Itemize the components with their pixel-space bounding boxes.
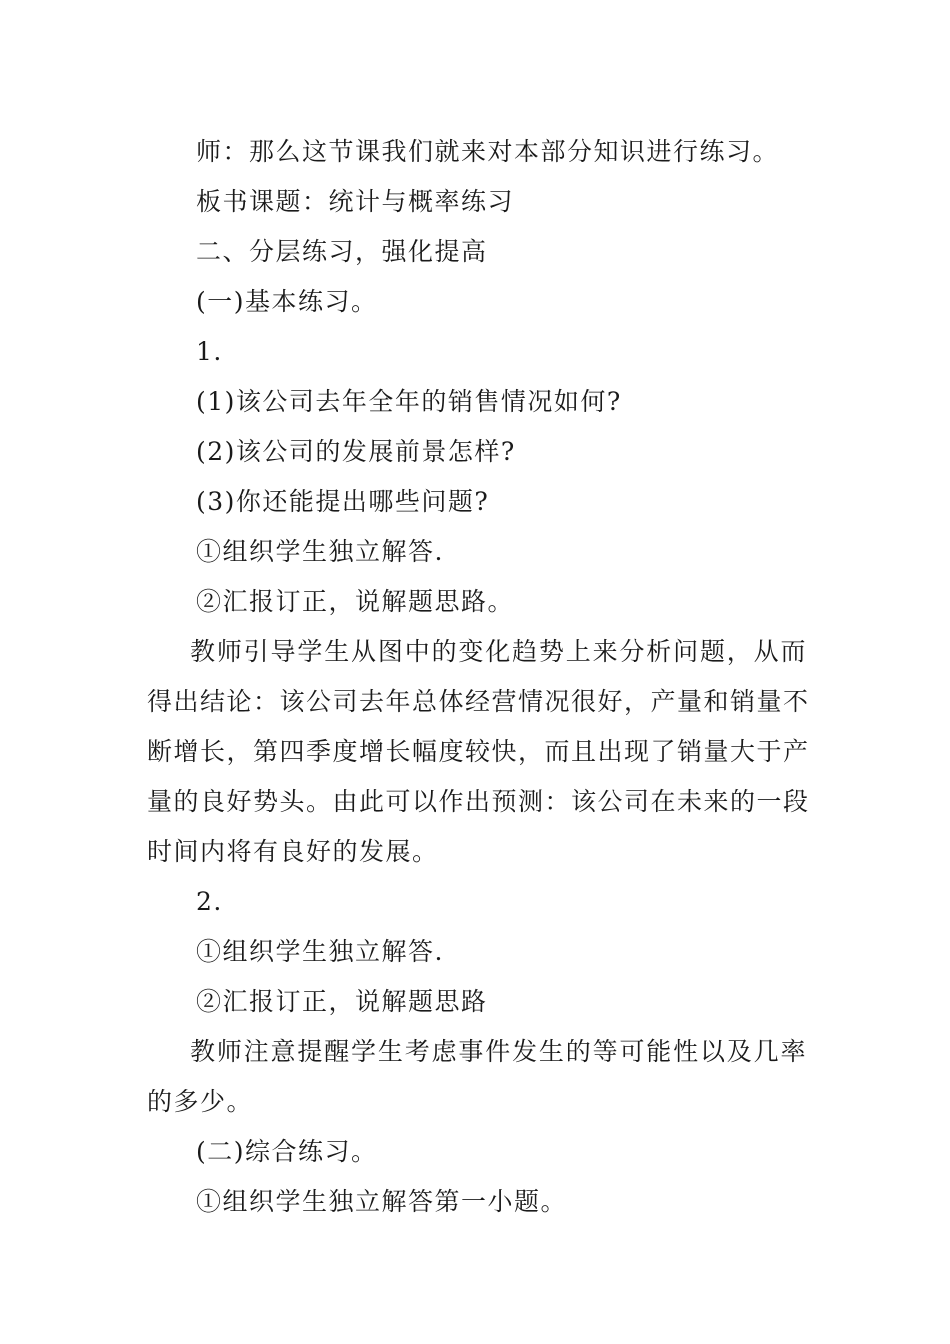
paragraph-line: 时间内将有良好的发展。 (147, 837, 439, 866)
step-line: ①组织学生独立解答. (196, 537, 444, 566)
item-number: 2. (196, 887, 223, 916)
step-line: ②汇报订正，说解题思路 (196, 987, 488, 1016)
item-number: 1. (196, 337, 223, 366)
step-line: ①组织学生独立解答. (196, 937, 444, 966)
paragraph-line: 教师引导学生从图中的变化趋势上来分析问题，从而 (190, 637, 807, 666)
paragraph-line: 的多少。 (147, 1087, 254, 1116)
text-line: 板书课题：统计与概率练习 (196, 187, 515, 216)
paragraph-line: 教师注意提醒学生考虑事件发生的等可能性以及几率 (190, 1037, 807, 1066)
paragraph-line: 量的良好势头。由此可以作出预测：该公司在未来的一段 (147, 787, 810, 816)
question-line: (3)你还能提出哪些问题? (196, 487, 490, 516)
subsection-heading: (二)综合练习。 (196, 1137, 378, 1166)
step-line: ②汇报订正，说解题思路。 (196, 587, 515, 616)
question-line: (2)该公司的发展前景怎样? (196, 437, 516, 466)
question-line: (1)该公司去年全年的销售情况如何? (196, 387, 622, 416)
paragraph-line: 得出结论：该公司去年总体经营情况很好，产量和销量不 (147, 687, 810, 716)
section-heading: 二、分层练习，强化提高 (196, 237, 488, 266)
step-line: ①组织学生独立解答第一小题。 (196, 1187, 568, 1216)
subsection-heading: (一)基本练习。 (196, 287, 378, 316)
paragraph-line: 断增长，第四季度增长幅度较快，而且出现了销量大于产 (147, 737, 810, 766)
text-line: 师：那么这节课我们就来对本部分知识进行练习。 (196, 137, 780, 166)
